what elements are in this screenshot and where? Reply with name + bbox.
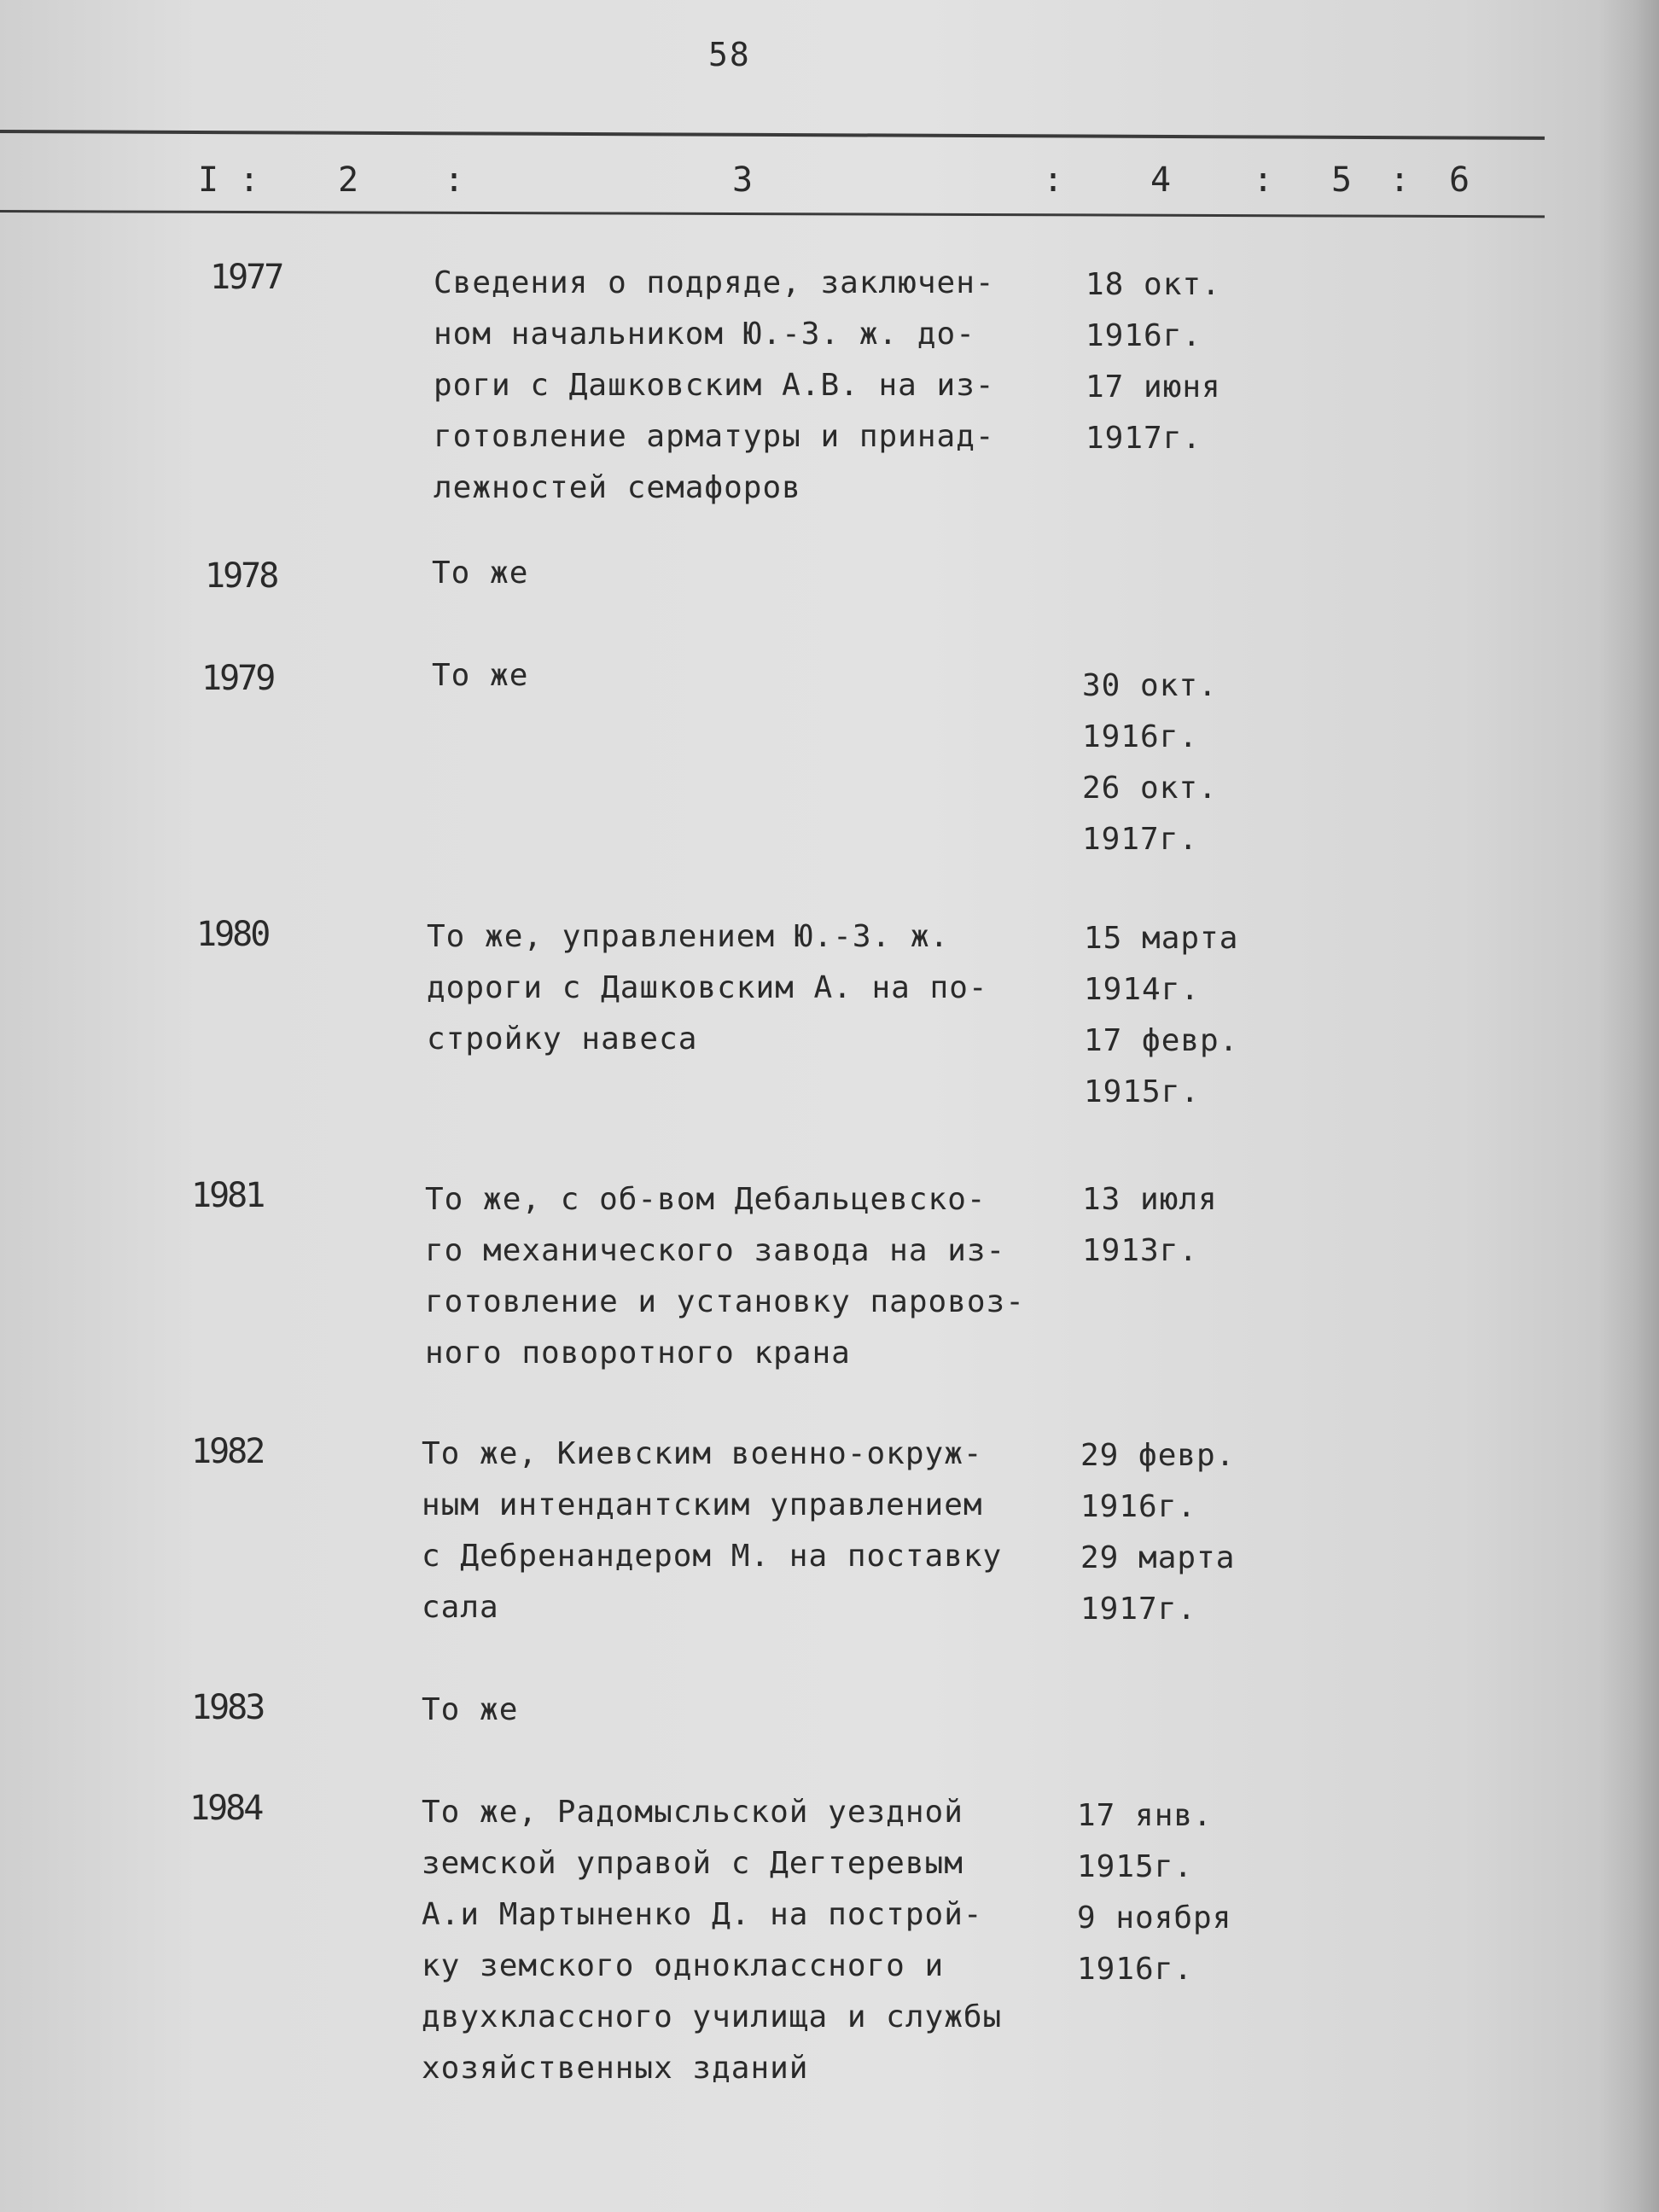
column-separator: : <box>1253 160 1274 200</box>
entry-number: 1980 <box>196 915 269 954</box>
page-edge-shadow <box>1599 0 1659 2212</box>
date-line: 1913г. <box>1082 1233 1199 1268</box>
description-line: готовление арматуры и принад- <box>434 419 995 454</box>
column-separator: : <box>1043 160 1064 200</box>
column-separator: : <box>239 160 260 200</box>
description-line: с Дебренандером М. на поставку <box>422 1539 1003 1574</box>
page-number: 58 <box>708 36 751 73</box>
entry-dates <box>1086 259 1221 464</box>
date-line: 1917г. <box>1082 822 1199 857</box>
entry-description <box>432 650 528 701</box>
description-line: То же <box>432 658 529 693</box>
description-line: То же <box>422 1692 519 1727</box>
date-line: 18 окт. <box>1086 267 1221 302</box>
entry-number: 1979 <box>201 659 274 698</box>
entry-dates <box>1082 1174 1218 1277</box>
description-line: хозяйственных зданий <box>422 2051 809 2086</box>
entry-description <box>434 258 995 514</box>
entry-number: 1977 <box>210 258 282 297</box>
description-line: роги с Дашковским А.В. на из- <box>434 368 995 403</box>
date-line: 13 июля <box>1082 1182 1218 1217</box>
entry-description <box>425 1174 1025 1379</box>
description-line: сала <box>422 1590 499 1625</box>
description-line: ку земского одноклассного и <box>422 1948 945 1983</box>
column-header-4: 4 <box>1150 160 1172 200</box>
entry-dates <box>1080 1430 1235 1635</box>
date-line: 1916г. <box>1082 719 1199 754</box>
entry-number: 1984 <box>189 1789 262 1828</box>
entry-number: 1981 <box>191 1176 264 1215</box>
date-line: 9 ноября <box>1077 1901 1232 1936</box>
column-header-1: I <box>198 160 219 200</box>
description-line: То же, управлением Ю.-З. ж. <box>427 919 950 954</box>
description-line: То же, Киевским военно-окруж- <box>422 1436 983 1471</box>
date-line: 17 февр. <box>1084 1023 1239 1058</box>
date-line: 1914г. <box>1084 972 1201 1007</box>
entry-number: 1983 <box>191 1688 264 1727</box>
date-line: 1915г. <box>1084 1074 1201 1109</box>
description-line: двухклассного училища и службы <box>422 2000 1003 2034</box>
column-header-3: 3 <box>732 160 754 200</box>
entry-number: 1982 <box>191 1432 264 1471</box>
column-header-2: 2 <box>338 160 359 200</box>
column-header-5: 5 <box>1331 160 1353 200</box>
description-line: го механического завода на из- <box>425 1233 1006 1268</box>
entry-dates <box>1084 913 1238 1118</box>
description-line: Сведения о подряде, заключен- <box>434 265 995 300</box>
date-line: 26 окт. <box>1082 771 1218 806</box>
column-separator: : <box>444 160 465 200</box>
date-line: 1916г. <box>1077 1952 1194 1987</box>
description-line: земской управой с Дегтеревым <box>422 1846 963 1881</box>
description-line: А.и Мартыненко Д. на построй- <box>422 1897 983 1932</box>
date-line: 30 окт. <box>1082 668 1218 703</box>
date-line: 1917г. <box>1086 421 1202 456</box>
entry-description <box>422 1429 1002 1633</box>
date-line: 15 марта <box>1084 921 1239 956</box>
date-line: 1916г. <box>1080 1489 1197 1524</box>
date-line: 1917г. <box>1080 1592 1197 1627</box>
description-line: То же <box>432 556 529 591</box>
description-line: дороги с Дашковским А. на по- <box>427 970 988 1005</box>
description-line: лежностей семафоров <box>434 470 801 505</box>
entry-description <box>432 548 528 599</box>
table-header-top-rule <box>0 130 1545 140</box>
date-line: 17 янв. <box>1077 1798 1213 1833</box>
entry-description <box>427 911 988 1065</box>
description-line: стройку навеса <box>427 1022 698 1057</box>
table-header-bottom-rule <box>0 210 1545 218</box>
entry-number: 1978 <box>205 556 277 596</box>
date-line: 1916г. <box>1086 318 1202 353</box>
description-line: ного поворотного крана <box>425 1336 851 1371</box>
entry-dates <box>1082 661 1218 865</box>
date-line: 29 февр. <box>1080 1438 1236 1473</box>
column-header-6: 6 <box>1449 160 1470 200</box>
date-line: 29 марта <box>1080 1540 1236 1575</box>
entry-dates <box>1077 1790 1231 1995</box>
entry-description <box>422 1787 1002 2094</box>
description-line: То же, с об-вом Дебальцевско- <box>425 1182 987 1217</box>
column-separator: : <box>1389 160 1411 200</box>
description-line: готовление и установку паровоз- <box>425 1284 1025 1319</box>
description-line: ным интендантским управлением <box>422 1487 983 1522</box>
date-line: 1915г. <box>1077 1849 1194 1884</box>
description-line: ном начальником Ю.-З. ж. до- <box>434 317 975 352</box>
entry-description <box>422 1685 518 1736</box>
date-line: 17 июня <box>1086 370 1221 405</box>
description-line: То же, Радомысльской уездной <box>422 1795 963 1830</box>
